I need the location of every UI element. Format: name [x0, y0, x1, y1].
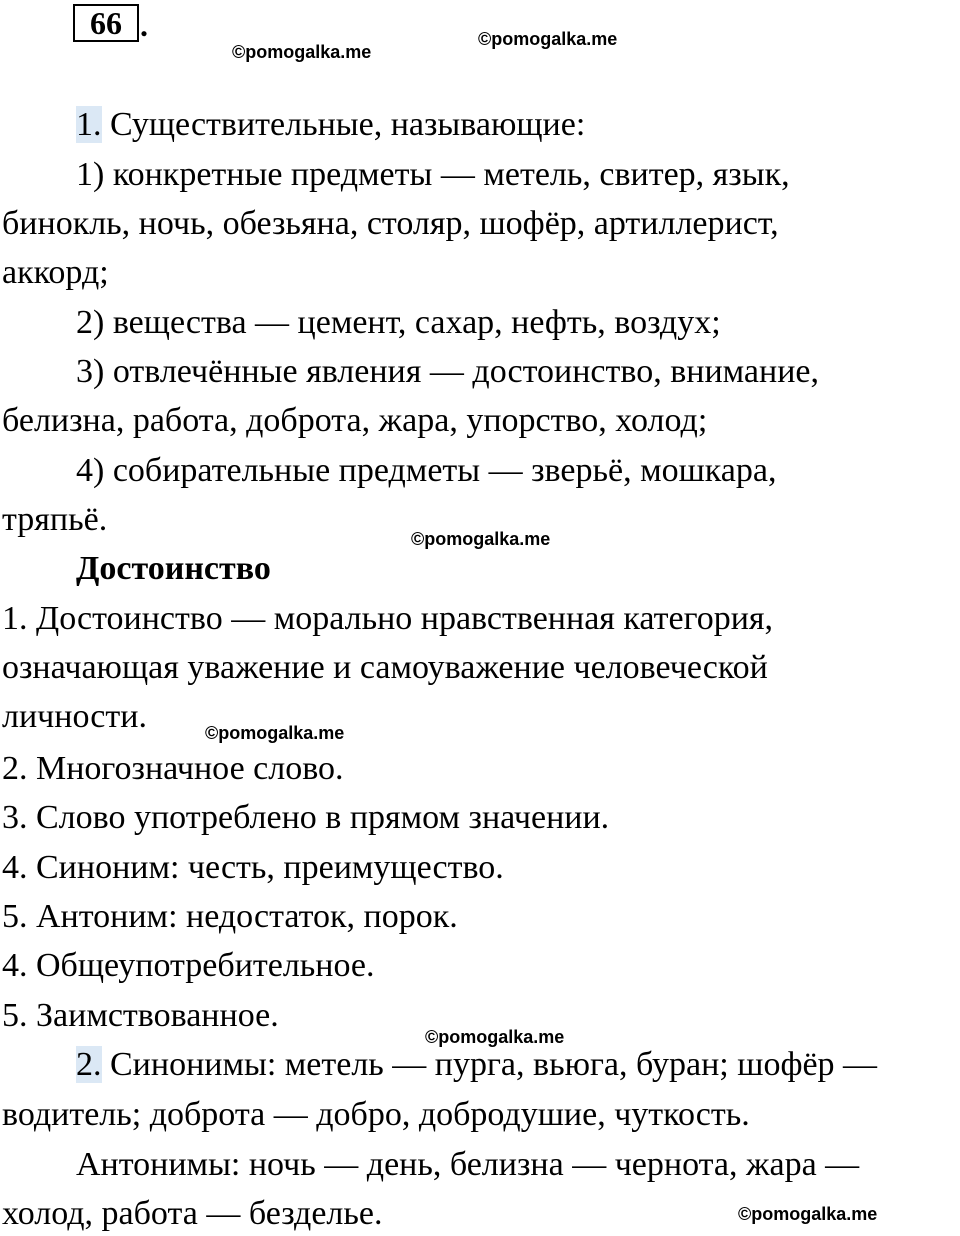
part2-line: холод, работа — безделье. — [2, 1195, 383, 1232]
analysis-heading: Достоинство — [76, 550, 271, 587]
analysis-line: 4. Синоним: честь, преимущество. — [2, 849, 504, 886]
part1-line: бинокль, ночь, обезьяна, столяр, шофёр, артиллерист, — [2, 205, 779, 242]
part2-line: водитель; доброта — добро, добродушие, чуткость. — [2, 1096, 750, 1133]
watermark: ©pomogalka.me — [478, 29, 618, 49]
analysis-line: 5. Антоним: недостаток, порок. — [2, 898, 458, 935]
analysis-line: означающая уважение и самоуважение человеческой — [2, 649, 768, 686]
part2-marker: 2. — [76, 1046, 102, 1083]
analysis-line: 1. Достоинство — морально нравственная категория, — [2, 600, 774, 637]
watermark: ©pomogalka.me — [232, 42, 372, 62]
part1-line: 4) собирательные предметы — зверьё, мошкара, — [76, 452, 777, 489]
analysis-line: личности. — [2, 698, 147, 735]
part2-antonyms-line: Антонимы: ночь — день, белизна — чернота, жара — — [76, 1146, 860, 1183]
analysis-line: 5. Заимствованное. — [2, 997, 279, 1034]
analysis-line: 4. Общеупотребительное. — [2, 947, 375, 984]
analysis-line: 2. Многозначное слово. — [2, 750, 344, 787]
analysis-line: 3. Слово употреблено в прямом значении. — [2, 799, 610, 836]
part1-line: 2) вещества — цемент, сахар, нефть, воздух; — [76, 304, 721, 341]
part1-line: белизна, работа, доброта, жара, упорство, холод; — [2, 402, 708, 439]
exercise-number-dot: . — [140, 7, 148, 43]
part1-line: аккорд; — [2, 254, 109, 291]
part1-marker: 1. — [76, 106, 102, 143]
part1-line: тряпьё. — [2, 501, 108, 538]
watermark: ©pomogalka.me — [738, 1204, 878, 1224]
part2-synonyms: Синонимы: метель — пурга, вьюга, буран; шофёр — — [101, 1046, 878, 1083]
part1-line: 3) отвлечённые явления — достоинство, внимание, — [76, 353, 820, 390]
watermark: ©pomogalka.me — [205, 723, 345, 743]
watermark: ©pomogalka.me — [425, 1027, 565, 1047]
exercise-number: 66 — [73, 4, 139, 42]
part2-synonyms-line — [76, 1046, 877, 1084]
part1-intro: Существительные, называющие: — [101, 106, 586, 143]
watermark: ©pomogalka.me — [411, 529, 551, 549]
part1-line: 1) конкретные предметы — метель, свитер, язык, — [76, 156, 790, 193]
part1-intro-line — [76, 106, 585, 144]
